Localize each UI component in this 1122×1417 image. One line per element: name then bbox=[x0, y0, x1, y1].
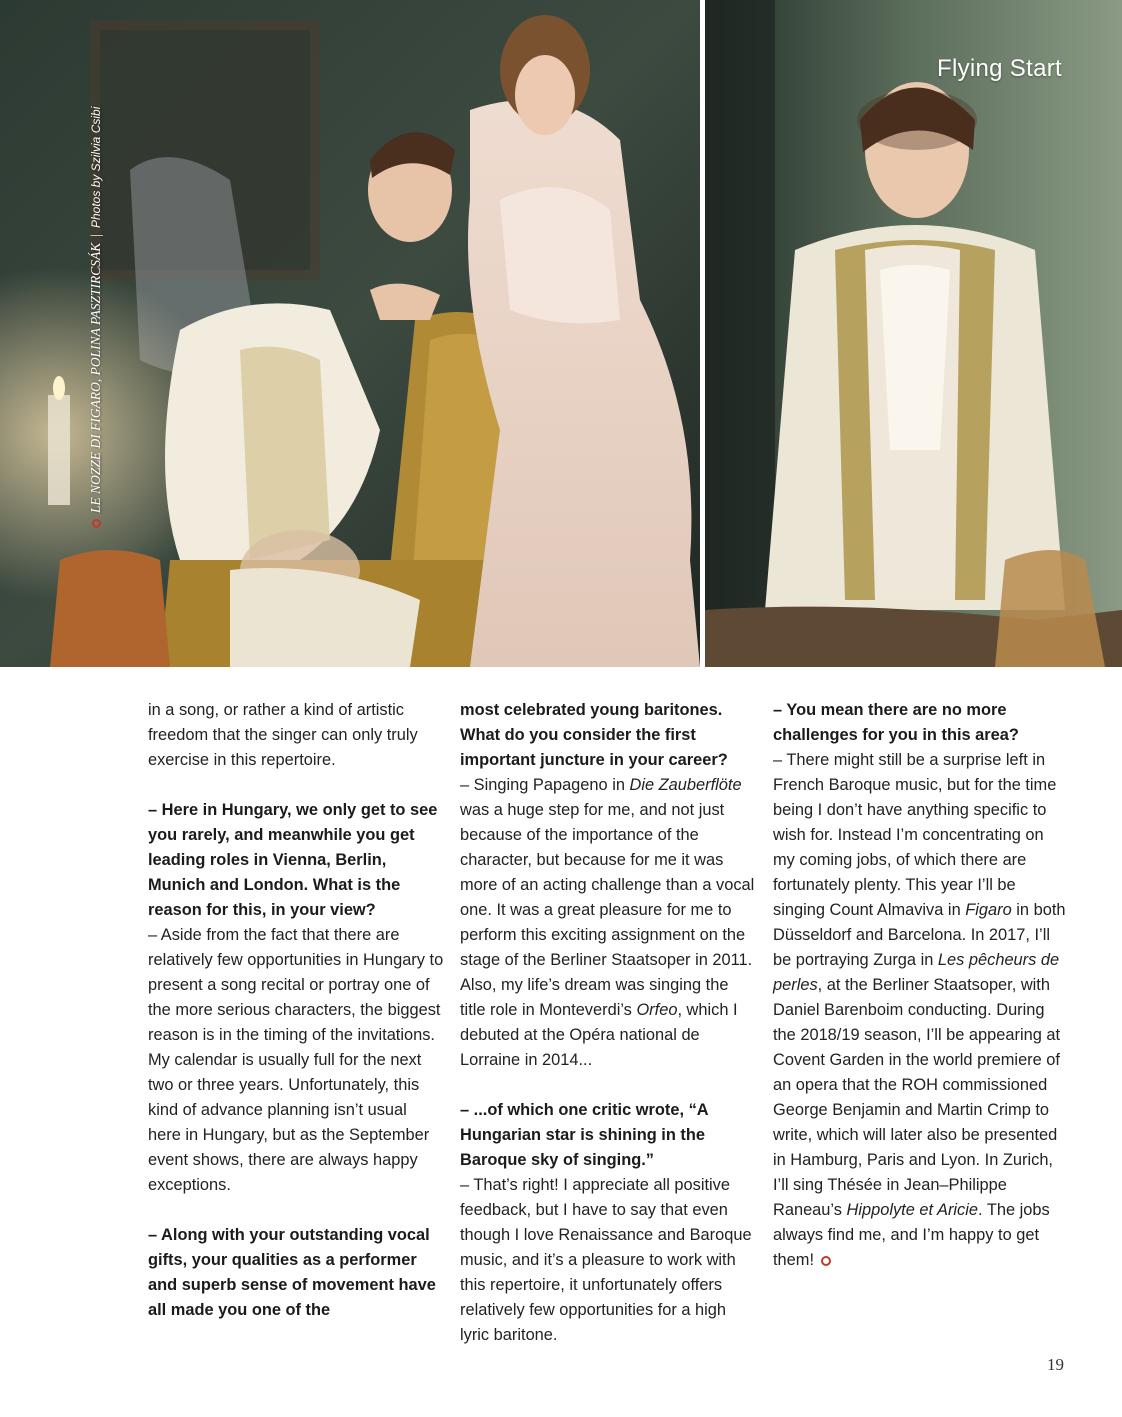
work-title: Hippolyte et Aricie bbox=[846, 1201, 979, 1219]
answer-paragraph: – That’s right! I appreciate all positive feedback, but I have to say that even though I love Renaissance and Baroque music, and it’s a pleasure to work with this repertoire, it unfortunately offers relatively few opportunities for a high lyric baritone. bbox=[460, 1176, 752, 1344]
question-paragraph: – Along with your outstanding vocal gifts, your qualities as a performer and superb sense of movement have all made you one of the bbox=[148, 1226, 436, 1319]
article-column-3 bbox=[773, 698, 1069, 1273]
work-title: Les pêcheurs de perles bbox=[773, 951, 1060, 994]
work-title: Figaro bbox=[965, 901, 1012, 919]
caption-bullet-icon bbox=[92, 519, 101, 528]
question-paragraph: most celebrated young baritones. What do you consider the first important juncture in your career? bbox=[460, 701, 728, 769]
stage-photo-portrait bbox=[705, 0, 1122, 667]
answer-paragraph bbox=[460, 773, 756, 1073]
end-mark-icon bbox=[821, 1256, 831, 1266]
answer-text: , which I debuted at the Opéra national de Lorraine in 2014... bbox=[460, 1001, 738, 1069]
caption-production: LE NOZZE DI FIGARO, POLINA PASZTIRCSÁK bbox=[88, 242, 103, 513]
caption-separator: | bbox=[88, 234, 103, 237]
answer-text: , at the Berliner Staatsoper, with Daniel Barenboim conducting. During the 2018/19 season, I’ll be appearing at Covent Garden in the world premiere of an opera that the ROH commissioned George Benjamin and Martin Crimp to write, which will later also be presented in Hamburg, Paris and Lyon. In Zurich, I’ll sing Thésée in Jean–Philippe Raneau’s bbox=[773, 976, 1061, 1219]
answer-text: . The jobs always find me, and I’m happy to get them! bbox=[773, 1201, 1050, 1269]
answer-paragraph: – Aside from the fact that there are relatively few opportunities in Hungary to present a song recital or portray one of the more serious characters, the biggest reason is in the timing of the invitations. My calendar is usually full for the next two or three years. Unfortunately, this kind of advance planning isn’t usual here in Hungary, but as the September event shows, there are always happy exceptions. bbox=[148, 926, 444, 1194]
answer-text: was a huge step for me, and not just because of the importance of the character, but because for me it was more of an acting challenge than a vocal one. It was a great pleasure for me to perform this exciting assignment on the stage of the Berliner Staatsoper in 2011. Also, my life’s dream was singing the title role in Monteverdi’s bbox=[460, 801, 755, 1019]
photo-caption bbox=[86, 107, 106, 528]
work-title: Die Zauberflöte bbox=[629, 776, 742, 794]
article-column-1 bbox=[148, 698, 444, 1323]
question-paragraph: – ...of which one critic wrote, “A Hungarian star is shining in the Baroque sky of singing.” bbox=[460, 1101, 709, 1169]
answer-text: in both Düsseldorf and Barcelona. In 2017, I’ll be portraying Zurga in bbox=[773, 901, 1066, 969]
stage-photo-portrait-image bbox=[705, 0, 1122, 667]
caption-photo-credit: Photos by Szilvia Csibi bbox=[89, 106, 103, 229]
answer-text: – There might still be a surprise left in French Baroque music, but for the time being I don’t have anything specific to wish for. Instead I’m concentrating on my coming jobs, of which there are fortunately plenty. This year I’ll be singing Count Almaviva in bbox=[773, 751, 1057, 919]
answer-paragraph bbox=[773, 748, 1069, 1273]
article-column-2 bbox=[460, 698, 756, 1348]
answer-paragraph: in a song, or rather a kind of artistic freedom that the singer can only truly exercise in this repertoire. bbox=[148, 701, 418, 769]
question-paragraph: – Here in Hungary, we only get to see you rarely, and meanwhile you get leading roles in Vienna, Berlin, Munich and London. What is the reason for this, in your view? bbox=[148, 801, 438, 919]
question-paragraph: – You mean there are no more challenges for you in this area? bbox=[773, 701, 1019, 744]
work-title: Orfeo bbox=[636, 1001, 678, 1019]
section-label: Flying Start bbox=[937, 55, 1062, 82]
page-number: 19 bbox=[1047, 1355, 1064, 1374]
answer-text: – Singing Papageno in bbox=[460, 776, 630, 794]
